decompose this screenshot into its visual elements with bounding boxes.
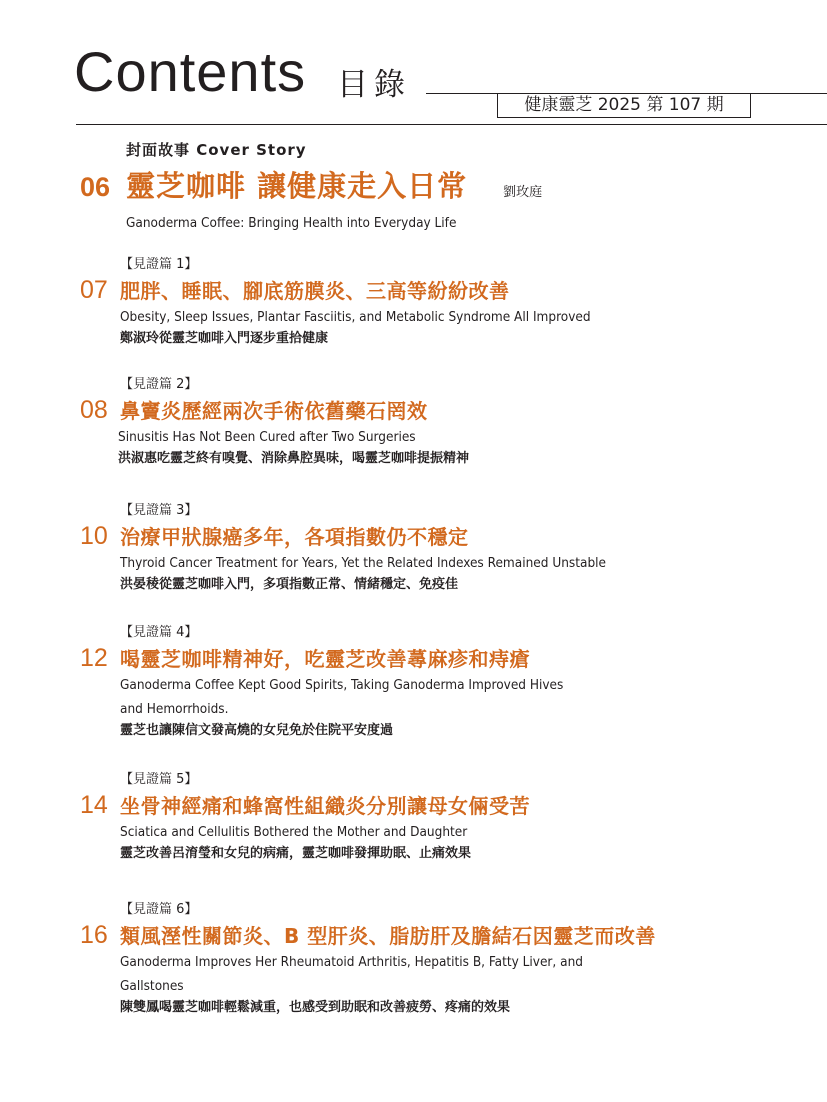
toc-entry[interactable] — [80, 255, 820, 349]
entry-kicker: 【見證篇 1】 — [120, 257, 198, 272]
article-title[interactable]: 鼻竇炎歷經兩次手術依舊藥石罔效 — [120, 399, 428, 423]
toc-entry[interactable] — [80, 900, 820, 1018]
page-number: 14 — [80, 791, 108, 819]
page-number: 06 — [80, 172, 111, 202]
article-title[interactable]: 坐骨神經痛和蜂窩性組織炎分別讓母女倆受苦 — [120, 794, 530, 818]
entry-kicker: 【見證篇 5】 — [120, 772, 198, 787]
toc-entry[interactable] — [80, 375, 820, 469]
page-number: 16 — [80, 921, 108, 949]
article-title[interactable]: 靈芝咖啡 讓健康走入日常 — [126, 169, 468, 203]
page-number: 08 — [80, 396, 108, 424]
cover-story-entry[interactable] — [80, 140, 820, 235]
article-title-en: Sinusitis Has Not Been Cured after Two Surgeries — [118, 429, 416, 445]
article-subtitle: 靈芝改善呂淯瑩和女兒的病痛，靈芝咖啡發揮助眠、止痛效果 — [120, 846, 472, 861]
entry-kicker: 【見證篇 6】 — [120, 902, 198, 917]
article-title-en: Ganoderma Coffee Kept Good Spirits, Taking Ganoderma Improved Hives — [120, 677, 564, 693]
article-title-en: Ganoderma Coffee: Bringing Health into Everyday Life — [126, 215, 457, 231]
article-subtitle: 靈芝也讓陳信文發高燒的女兒免於住院平安度過 — [120, 723, 394, 738]
page-number: 12 — [80, 644, 108, 672]
article-subtitle: 洪晏稜從靈芝咖啡入門，多項指數正常、情緒穩定、免疫佳 — [120, 577, 459, 592]
toc-entry[interactable] — [80, 623, 820, 741]
page-number: 07 — [80, 276, 108, 304]
author: 劉玫庭 — [503, 185, 543, 200]
toc-entry[interactable] — [80, 501, 820, 595]
article-title-en-cont: Gallstones — [120, 978, 184, 994]
article-title[interactable]: 治療甲狀腺癌多年，各項指數仍不穩定 — [120, 525, 469, 549]
article-title[interactable]: 類風溼性關節炎、B 型肝炎、脂肪肝及膽結石因靈芝而改善 — [120, 924, 656, 948]
entry-kicker: 【見證篇 3】 — [120, 503, 198, 518]
article-title-en: Sciatica and Cellulitis Bothered the Mother and Daughter — [120, 824, 468, 840]
issue-label: 健康靈芝 2025 第 107 期 — [497, 93, 751, 118]
article-title-en-cont: and Hemorrhoids. — [120, 701, 229, 717]
article-subtitle: 洪淑惠吃靈芝終有嗅覺、消除鼻腔異味，喝靈芝咖啡提振精神 — [118, 451, 470, 466]
cover-story-kicker: 封面故事 Cover Story — [126, 141, 307, 159]
page-number: 10 — [80, 522, 108, 550]
article-title[interactable]: 喝靈芝咖啡精神好，吃靈芝改善蕁麻疹和痔瘡 — [120, 647, 530, 671]
header-divider — [76, 124, 827, 125]
contents-heading-zh: 目錄 — [337, 67, 411, 103]
entry-kicker: 【見證篇 2】 — [120, 377, 198, 392]
entry-kicker: 【見證篇 4】 — [120, 625, 198, 640]
article-title[interactable]: 肥胖、睡眠、腳底筋膜炎、三高等紛紛改善 — [120, 279, 510, 303]
article-subtitle: 陳雙鳳喝靈芝咖啡輕鬆減重，也感受到助眠和改善疲勞、疼痛的效果 — [120, 1000, 511, 1015]
contents-heading: Contents — [74, 40, 307, 103]
toc-entry[interactable] — [80, 770, 820, 864]
article-subtitle: 鄭淑玲從靈芝咖啡入門逐步重拾健康 — [120, 331, 329, 346]
article-title-en: Thyroid Cancer Treatment for Years, Yet the Related Indexes Remained Unstable — [120, 555, 606, 571]
header — [0, 0, 827, 125]
article-title-en: Ganoderma Improves Her Rheumatoid Arthritis, Hepatitis B, Fatty Liver, and — [120, 954, 583, 970]
article-title-en: Obesity, Sleep Issues, Plantar Fasciitis, and Metabolic Syndrome All Improved — [120, 309, 591, 325]
